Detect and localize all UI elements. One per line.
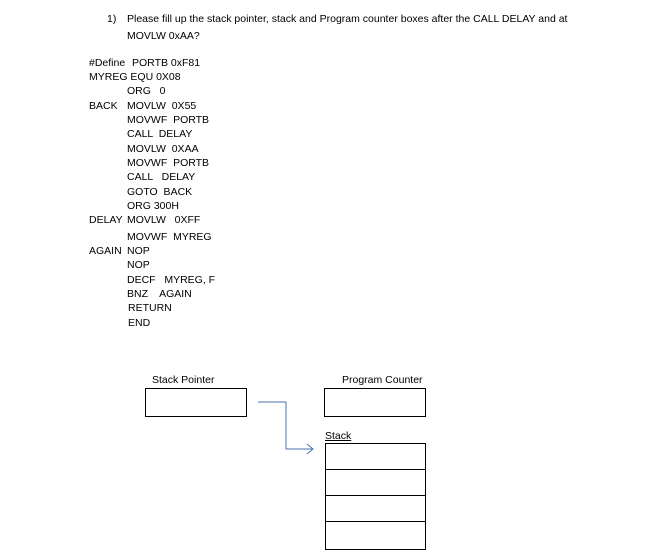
code-label: #Define xyxy=(89,57,126,69)
question-number: 1) xyxy=(107,13,117,25)
code-label: AGAIN xyxy=(89,245,122,257)
code-instruction: RETURN xyxy=(128,302,172,314)
question-text-line2: MOVLW 0xAA? xyxy=(127,30,200,42)
code-instruction: CALL DELAY xyxy=(127,171,196,183)
question-text-line1: Please fill up the stack pointer, stack and Program counter boxes after the CALL DELAY and at xyxy=(127,13,568,25)
code-instruction: PORTB 0xF81 xyxy=(132,57,201,69)
stack-pointer-label: Stack Pointer xyxy=(152,374,215,386)
code-instruction: MOVLW 0XAA xyxy=(127,143,199,155)
code-instruction: BNZ AGAIN xyxy=(127,288,192,300)
program-counter-label: Program Counter xyxy=(342,374,423,386)
code-instruction: GOTO BACK xyxy=(127,186,193,198)
code-instruction: ORG 300H xyxy=(127,200,179,212)
code-label: BACK xyxy=(89,100,118,112)
code-label: DELAY xyxy=(89,214,123,226)
stack-label: Stack xyxy=(325,430,352,442)
code-instruction: NOP xyxy=(127,259,150,271)
code-instruction: DECF MYREG, F xyxy=(127,274,216,286)
code-label: MYREG EQU 0X08 xyxy=(89,71,181,83)
code-instruction: MOVWF PORTB xyxy=(127,157,210,169)
code-instruction: MOVLW 0X55 xyxy=(127,100,197,112)
code-instruction: MOVWF MYREG xyxy=(127,231,212,243)
code-instruction: ORG 0 xyxy=(127,85,166,97)
code-instruction: MOVWF PORTB xyxy=(127,114,210,126)
code-instruction: END xyxy=(128,317,151,329)
code-instruction: NOP xyxy=(127,245,150,257)
code-instruction: MOVLW 0XFF xyxy=(127,214,201,226)
code-instruction: CALL DELAY xyxy=(127,128,193,140)
